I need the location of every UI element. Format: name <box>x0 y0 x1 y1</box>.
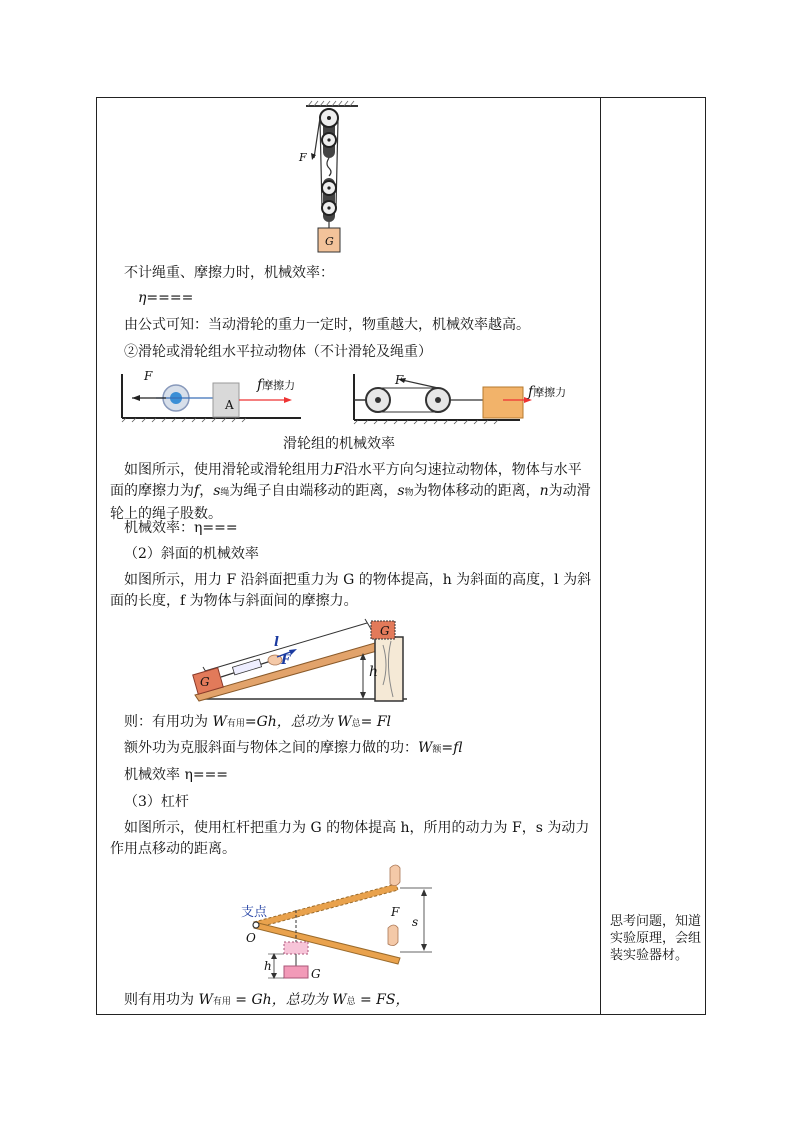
incline-heading: （2）斜面的机械效率 <box>124 546 259 562</box>
incline-G-bottom-label: G <box>200 675 210 689</box>
efficiency-horizontal: 机械效率：η=== <box>124 520 238 536</box>
text-line4: ②滑轮或滑轮组水平拉动物体（不计滑轮及绳重） <box>124 344 432 360</box>
figure-caption: 滑轮组的机械效率 <box>283 436 395 452</box>
lever-F-label: F <box>391 905 400 919</box>
lever-h-label: h <box>264 959 272 973</box>
pulley-G-label: G <box>325 235 334 248</box>
incline-paragraph: 如图所示，用力 F 沿斜面把重力为 G 的物体提高，h 为斜面的高度，l 为斜面的长度，f 为物体与斜面间的摩擦力。 <box>110 572 592 609</box>
paragraph-horizontal: 如图所示，使用滑轮或滑轮组用力F沿水平方向匀速拉动物体，物体与水平面的摩擦力为f，s绳为绳子自由端移动的距离，s物为物体移动的距离，n为动滑轮上的绳子股数。 <box>110 462 591 522</box>
left-A-label: A <box>225 398 234 412</box>
side-note: 思考问题，知道实验原理，会组装实验器材。 <box>610 914 702 963</box>
left-friction-label: f摩擦力 <box>257 377 296 393</box>
incline-efficiency: 机械效率 η=== <box>124 767 229 783</box>
lever-heading: （3）杠杆 <box>124 794 189 810</box>
lever-paragraph: 如图所示，使用杠杆把重力为 G 的物体提高 h，所用的动力为 F，s 为动力作用点移动的距离。 <box>110 820 590 857</box>
lever-O-label: O <box>246 931 256 945</box>
right-F-label: F <box>395 373 404 387</box>
text-line1: 不计绳重、摩擦力时，机械效率： <box>124 265 334 281</box>
lever-s-label: s <box>412 915 419 929</box>
incline-l-label: l <box>274 635 279 650</box>
column-divider <box>600 97 601 1015</box>
left-F-label: F <box>144 369 153 383</box>
text-line3: 由公式可知：当动滑轮的重力一定时，物重越大，机械效率越高。 <box>124 317 530 333</box>
incline-h-label: h <box>369 664 379 680</box>
right-friction-label: f摩擦力 <box>528 384 567 400</box>
text-line2: η==== <box>138 290 194 306</box>
pulley-F-label: F <box>299 151 307 164</box>
incline-extra-work: 额外功为克服斜面与物体之间的摩擦力做的功：W额=fl <box>124 740 463 756</box>
incline-G-top-label: G <box>380 624 390 638</box>
incline-useful-work: 则：有用功为 W有用=Gh，总功为 W总= Fl <box>124 714 392 730</box>
lever-pivot-label: 支点 <box>241 905 268 920</box>
lever-work-line: 则有用功为 W有用 = Gh，总功为 W总 = FS， <box>124 992 410 1008</box>
incline-F-label: F <box>281 653 291 668</box>
lever-G-label: G <box>311 967 321 981</box>
